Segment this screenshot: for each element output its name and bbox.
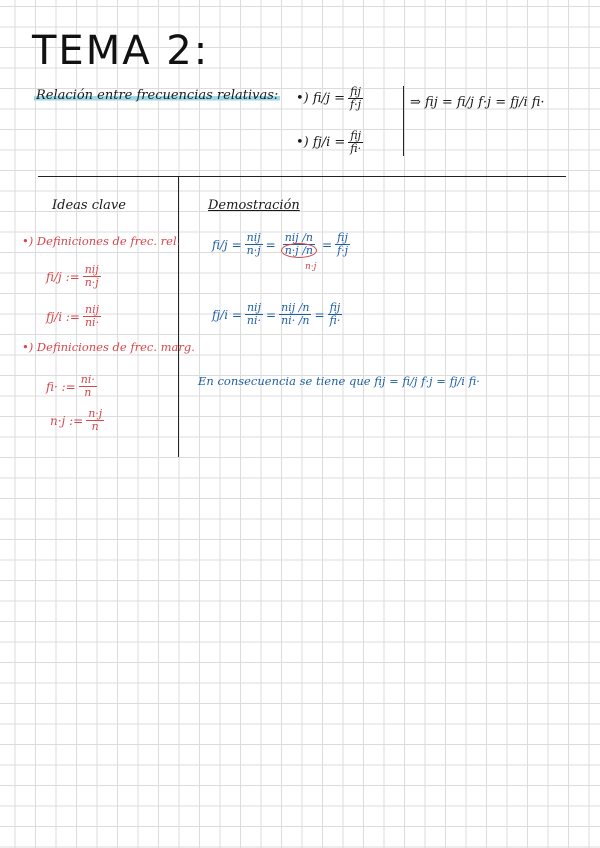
numerator: nij — [246, 301, 261, 314]
fraction — [83, 264, 101, 289]
denominator: ni· — [246, 314, 262, 327]
implication: ⇒ fij = fi/j f·j = fj/i fi· — [410, 95, 545, 110]
eq-lhs: n·j := — [50, 413, 84, 428]
fraction — [279, 302, 311, 327]
fraction — [348, 86, 363, 111]
column-divider — [178, 177, 179, 457]
def2-title: •) Definiciones de frec. marg. — [22, 340, 195, 354]
demo-heading: Demostración — [208, 198, 300, 213]
denominator: fi· — [329, 314, 341, 327]
def1-eq2 — [46, 304, 104, 329]
eq-lhs: fi/j := — [46, 269, 80, 284]
fraction — [86, 408, 104, 433]
eq-lhs: fi/j = — [212, 237, 242, 252]
numerator: fij — [337, 231, 348, 244]
fraction — [328, 302, 343, 327]
denominator: fi· — [350, 142, 362, 155]
numerator: nij — [246, 231, 261, 244]
numerator: n·j — [88, 407, 103, 420]
fraction — [245, 302, 263, 327]
ideas-heading: Ideas clave — [52, 198, 126, 213]
denominator: n·j — [84, 276, 99, 289]
denominator: f·j — [337, 244, 349, 257]
eq-lhs: fj/i = — [312, 135, 346, 150]
fraction — [335, 232, 350, 257]
circle-note: n·j — [305, 262, 317, 272]
numerator: ni· — [80, 373, 95, 386]
numerator: nij /n — [281, 301, 310, 314]
relation-eq1 — [296, 86, 366, 111]
denominator: n·j /n — [281, 243, 317, 258]
fraction — [79, 374, 97, 399]
brace-line — [403, 86, 404, 156]
def1-eq1 — [46, 264, 104, 289]
numerator: nij — [85, 303, 100, 316]
relation-eq2 — [296, 130, 366, 155]
numerator: nij — [84, 263, 99, 276]
eq-lhs: fi· := — [46, 379, 76, 394]
relation-line — [34, 88, 280, 103]
def2-eq1 — [46, 374, 100, 399]
denominator: n — [84, 386, 92, 399]
page-title: TEMA 2: — [32, 28, 210, 74]
relation-label: Relación entre frecuencias relativas: — [36, 88, 279, 103]
demo-eq2: fj/i = $\frac{\text{nij}}{ni\cdot}$ = $\frac{\text{nij /n}}{ni\cdot /n}$ = $\frac{\text{fij}}{fi\cdot}$ — [212, 301, 341, 327]
fraction — [348, 130, 363, 155]
bullet: •) — [296, 91, 309, 106]
numerator: fij — [350, 129, 362, 142]
denominator: f·j — [350, 98, 361, 111]
def1-title: •) Definiciones de frec. rel. — [22, 234, 181, 248]
def2-eq2 — [50, 408, 107, 433]
conclusion-text: En consecuencia se tiene que fij = fi/j f·j = fj/i fi· — [198, 374, 480, 388]
numerator: fij — [350, 85, 361, 98]
eq-lhs: fj/i := — [46, 309, 80, 324]
fraction — [279, 232, 319, 257]
denominator: ni· /n — [281, 314, 310, 327]
numerator: fij — [329, 301, 341, 314]
eq-lhs: fi/j = — [312, 91, 345, 106]
denominator: n — [91, 420, 99, 433]
demo-eq1: fi/j = $\frac{\text{nij}}{n\cdot j}$ = $\frac{\text{nij /n}}{n\cdot j /n}$ = $\frac{\text{fij}}{f\cdot j}$ — [212, 231, 349, 257]
denominator: n·j — [246, 244, 261, 257]
fraction — [83, 304, 101, 329]
bullet: •) — [296, 135, 309, 150]
numerator: nij /n — [284, 231, 314, 244]
fraction — [245, 232, 263, 257]
eq-lhs: fj/i = — [212, 307, 242, 322]
denominator: ni· — [84, 316, 100, 329]
section-divider — [38, 176, 566, 177]
